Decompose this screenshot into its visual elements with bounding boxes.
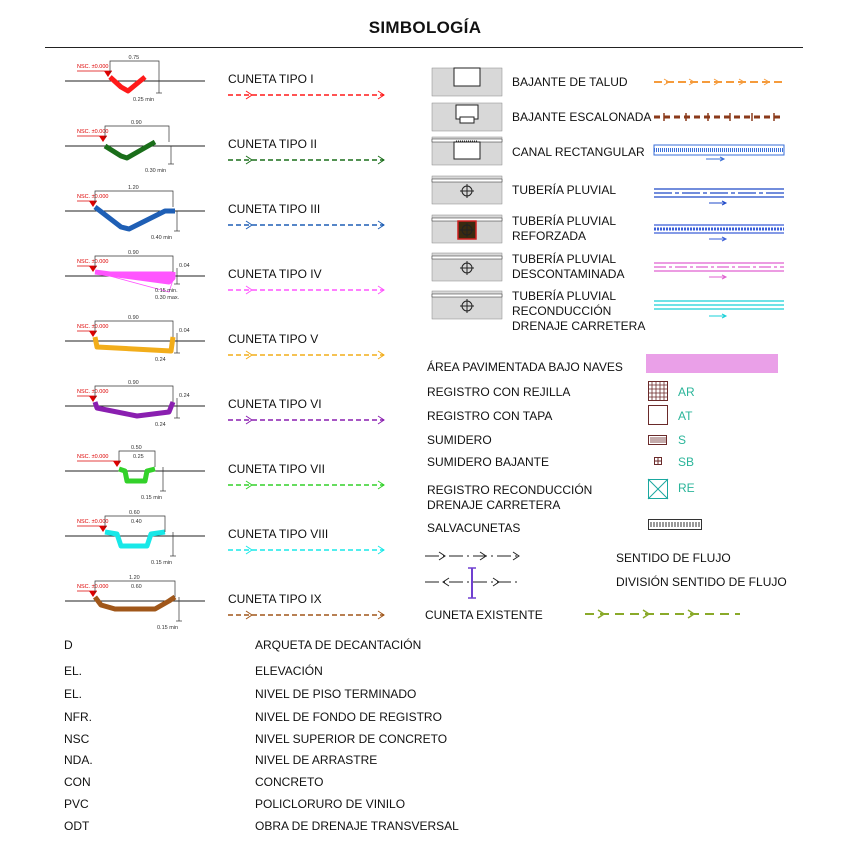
cuneta-tipo-7-section-icon xyxy=(65,445,215,514)
cuneta-tipo-5-section-icon xyxy=(65,315,215,384)
nsc-label: NSC. ±0.000 xyxy=(77,259,109,265)
cuneta-tipo-1-line-icon xyxy=(228,90,388,100)
right-item-3-line-icon xyxy=(654,144,789,168)
svg-text:0.90: 0.90 xyxy=(128,380,139,386)
right-item-7-section-icon xyxy=(432,291,502,321)
svg-text:0.60: 0.60 xyxy=(131,584,142,590)
cuneta-existente-label: CUNETA EXISTENTE xyxy=(425,608,543,622)
svg-text:0.15 min: 0.15 min xyxy=(157,625,179,631)
registro-2-code: AT xyxy=(678,409,693,423)
title-underline xyxy=(45,47,803,48)
cuneta-tipo-4-label: CUNETA TIPO IV xyxy=(228,267,322,281)
svg-text:0.90: 0.90 xyxy=(131,120,142,126)
cuneta-tipo-5-line-icon xyxy=(228,350,388,360)
right-item-4-line-icon xyxy=(654,183,789,207)
svg-text:0.24: 0.24 xyxy=(179,393,190,399)
svg-text:1.20: 1.20 xyxy=(128,185,139,191)
cuneta-tipo-9-section-icon xyxy=(65,575,215,644)
right-item-3-section-icon xyxy=(432,137,502,167)
right-item-5-label: TUBERÍA PLUVIAL REFORZADA xyxy=(512,214,617,243)
right-item-1-label: BAJANTE DE TALUD xyxy=(512,75,628,89)
right-item-4-label: TUBERÍA PLUVIAL xyxy=(512,183,617,197)
registro-2-icon xyxy=(648,405,670,427)
cuneta-existente-line-icon xyxy=(585,608,745,620)
abbr-7-code: CON xyxy=(64,775,91,789)
cuneta-tipo-3-line-icon xyxy=(228,220,388,230)
cuneta-tipo-2-label: CUNETA TIPO II xyxy=(228,137,317,151)
svg-text:0.24: 0.24 xyxy=(155,422,166,428)
svg-text:0.60: 0.60 xyxy=(129,510,140,516)
registro-1-icon xyxy=(648,381,670,403)
registro-1-label: REGISTRO CON REJILLA xyxy=(427,385,571,399)
cuneta-tipo-8-line-icon xyxy=(228,545,388,555)
cuneta-tipo-1-label: CUNETA TIPO I xyxy=(228,72,314,86)
cuneta-tipo-6-label: CUNETA TIPO VI xyxy=(228,397,322,411)
svg-text:0.90: 0.90 xyxy=(128,315,139,321)
nsc-label: NSC. ±0.000 xyxy=(77,454,109,460)
svg-text:0.04: 0.04 xyxy=(179,328,190,334)
cuneta-tipo-6-section-icon xyxy=(65,380,215,449)
page-title: SIMBOLOGÍA xyxy=(368,18,482,37)
flow-division-label: DIVISIÓN SENTIDO DE FLUJO xyxy=(616,575,787,589)
flow-direction-icon xyxy=(425,550,525,562)
registro-4-icon xyxy=(648,451,670,473)
cuneta-tipo-2-section-icon xyxy=(65,120,215,189)
right-item-6-section-icon xyxy=(432,253,502,283)
abbr-4-code: NFR. xyxy=(64,710,92,724)
abbr-5-meaning: NIVEL SUPERIOR DE CONCRETO xyxy=(255,732,448,746)
registro-5-code: RE xyxy=(678,481,695,495)
registro-4-code: SB xyxy=(678,455,695,469)
flow-direction-label: SENTIDO DE FLUJO xyxy=(616,551,731,565)
right-item-6-line-icon xyxy=(654,260,789,284)
svg-text:0.04: 0.04 xyxy=(179,263,190,269)
cuneta-tipo-3-section-icon xyxy=(65,185,215,254)
svg-text:0.15 min: 0.15 min xyxy=(141,495,163,501)
registro-1-code: AR xyxy=(678,385,695,399)
cuneta-tipo-7-label: CUNETA TIPO VII xyxy=(228,462,325,476)
svg-text:0.40 min: 0.40 min xyxy=(151,235,173,241)
right-item-5-section-icon xyxy=(432,215,502,245)
abbr-4-meaning: NIVEL DE FONDO DE REGISTRO xyxy=(255,710,442,724)
nsc-label: NSC. ±0.000 xyxy=(77,584,109,590)
cuneta-tipo-6-line-icon xyxy=(228,415,388,425)
nsc-label: NSC. ±0.000 xyxy=(77,129,109,135)
registro-3-code: S xyxy=(678,433,687,447)
right-item-3-label: CANAL RECTANGULAR xyxy=(512,145,645,159)
svg-text:0.90: 0.90 xyxy=(128,250,139,256)
cuneta-tipo-8-section-icon xyxy=(65,510,215,579)
right-item-2-section-icon xyxy=(432,103,502,133)
right-item-1-line-icon xyxy=(654,75,789,99)
svg-text:0.24: 0.24 xyxy=(155,357,166,363)
abbr-1-code: D xyxy=(64,638,73,652)
svg-text:0.50: 0.50 xyxy=(131,445,142,451)
salvacunetas-icon xyxy=(648,519,703,531)
abbr-5-code: NSC xyxy=(64,732,90,746)
right-item-7-line-icon xyxy=(654,298,789,322)
nsc-label: NSC. ±0.000 xyxy=(77,324,109,330)
right-item-1-section-icon xyxy=(432,68,502,98)
abbr-7-meaning: CONCRETO xyxy=(255,775,324,789)
abbr-9-code: ODT xyxy=(64,819,90,833)
right-item-2-line-icon xyxy=(654,110,789,134)
registro-2-label: REGISTRO CON TAPA xyxy=(427,409,553,423)
svg-text:0.25 min: 0.25 min xyxy=(133,97,155,103)
registro-5-label: REGISTRO RECONDUCCIÓN DRENAJE CARRETERA xyxy=(427,483,593,512)
svg-text:0.75: 0.75 xyxy=(128,55,140,61)
nsc-label: NSC. ±0.000 xyxy=(77,64,109,70)
svg-text:1.20: 1.20 xyxy=(129,575,140,581)
cuneta-tipo-5-label: CUNETA TIPO V xyxy=(228,332,319,346)
abbr-6-meaning: NIVEL DE ARRASTRE xyxy=(255,753,378,767)
abbr-2-code: EL. xyxy=(64,664,83,678)
salvacunetas-label: SALVACUNETAS xyxy=(427,521,521,535)
abbr-3-meaning: NIVEL DE PISO TERMINADO xyxy=(255,687,417,701)
svg-text:0.40: 0.40 xyxy=(131,519,142,525)
abbr-9-meaning: OBRA DE DRENAJE TRANSVERSAL xyxy=(255,819,459,833)
svg-text:0.15 min.: 0.15 min. xyxy=(155,288,178,294)
cuneta-tipo-4-line-icon xyxy=(228,285,388,295)
cuneta-tipo-9-line-icon xyxy=(228,610,388,620)
svg-text:0.30 max.: 0.30 max. xyxy=(155,295,180,301)
nsc-label: NSC. ±0.000 xyxy=(77,194,109,200)
cuneta-tipo-4-section-icon xyxy=(65,250,215,319)
abbr-8-code: PVC xyxy=(64,797,89,811)
right-item-5-line-icon xyxy=(654,222,789,246)
cuneta-tipo-2-line-icon xyxy=(228,155,388,165)
registro-3-icon xyxy=(648,429,670,451)
right-item-2-label: BAJANTE ESCALONADA xyxy=(512,110,652,124)
svg-text:0.25: 0.25 xyxy=(133,454,144,460)
area-pavimentada-label: ÁREA PAVIMENTADA BAJO NAVES xyxy=(427,360,623,374)
flow-division-icon xyxy=(425,566,525,600)
cuneta-tipo-9-label: CUNETA TIPO IX xyxy=(228,592,322,606)
abbr-6-code: NDA. xyxy=(64,753,93,767)
nsc-label: NSC. ±0.000 xyxy=(77,389,109,395)
abbr-8-meaning: POLICLORURO DE VINILO xyxy=(255,797,406,811)
right-item-6-label: TUBERÍA PLUVIAL DESCONTAMINADA xyxy=(512,252,625,281)
cuneta-tipo-7-line-icon xyxy=(228,480,388,490)
right-item-4-section-icon xyxy=(432,176,502,206)
registro-5-icon xyxy=(648,479,670,501)
cuneta-tipo-1-section-icon xyxy=(65,55,215,124)
right-item-7-label: TUBERÍA PLUVIAL RECONDUCCIÓN DRENAJE CARRETERA xyxy=(512,289,646,333)
svg-text:0.15 min: 0.15 min xyxy=(151,560,173,566)
abbr-3-code: EL. xyxy=(64,687,83,701)
abbr-1-meaning: ARQUETA DE DECANTACIÓN xyxy=(255,638,422,652)
svg-text:0.30 min: 0.30 min xyxy=(145,168,167,174)
cuneta-tipo-3-label: CUNETA TIPO III xyxy=(228,202,321,216)
nsc-label: NSC. ±0.000 xyxy=(77,519,109,525)
area-pavimentada-swatch xyxy=(646,354,778,373)
registro-3-label: SUMIDERO xyxy=(427,433,492,447)
cuneta-tipo-8-label: CUNETA TIPO VIII xyxy=(228,527,329,541)
abbr-2-meaning: ELEVACIÓN xyxy=(255,664,323,678)
registro-4-label: SUMIDERO BAJANTE xyxy=(427,455,550,469)
